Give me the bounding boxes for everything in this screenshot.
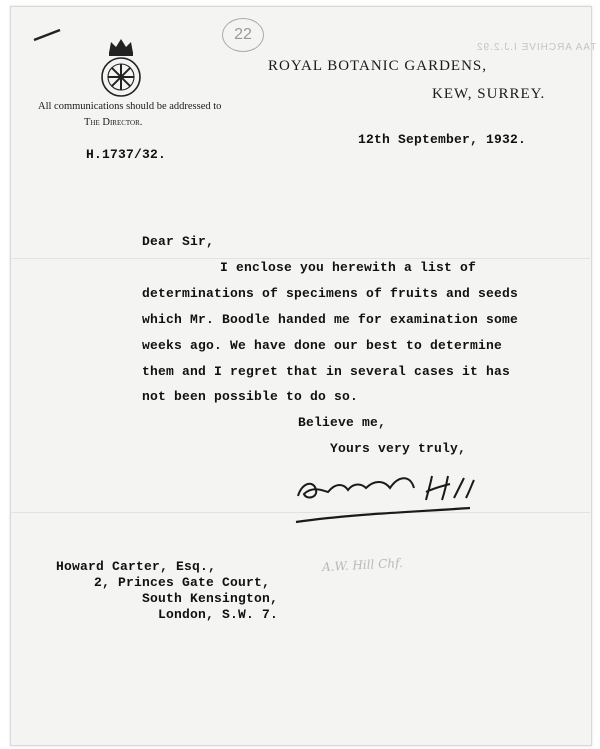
body-line: them and I regret that in several cases it has: [142, 364, 511, 379]
recipient-line: 2, Princes Gate Court,: [94, 575, 271, 590]
letterhead-addressee-title: The Director.: [84, 117, 143, 128]
recipient-line: South Kensington,: [142, 591, 279, 606]
recipient-line: London, S.W. 7.: [158, 607, 279, 622]
body-line: weeks ago. We have done our best to determine: [142, 338, 503, 353]
letter-date: 12th September, 1932.: [358, 132, 527, 147]
closing-line: Yours very truly,: [330, 441, 467, 456]
ink-mark: [30, 26, 66, 44]
letterhead-location: KEW, SURREY.: [432, 86, 546, 102]
pencil-annotation: A.W. Hill Chf.: [321, 555, 404, 575]
salutation: Dear Sir,: [142, 234, 215, 249]
circled-archive-number: 22: [222, 18, 264, 52]
reference-number: H.1737/32.: [86, 147, 167, 162]
royal-crest-icon: [96, 36, 146, 98]
letterhead-address-note: All communications should be addressed to: [38, 101, 222, 112]
signature-icon: [292, 468, 482, 530]
letterhead-institution: ROYAL BOTANIC GARDENS,: [268, 58, 487, 74]
body-line: not been possible to do so.: [142, 389, 359, 404]
body-line: I enclose you herewith a list of: [220, 260, 477, 275]
recipient-line: Howard Carter, Esq.,: [56, 559, 217, 574]
body-line: determinations of specimens of fruits and seeds: [142, 286, 519, 301]
closing-line: Believe me,: [298, 415, 387, 430]
body-line: which Mr. Boodle handed me for examination some: [142, 312, 519, 327]
reverse-archive-stamp: TAA ARCHIVE I.J.2.92: [476, 42, 597, 53]
fold-line: [10, 258, 590, 259]
